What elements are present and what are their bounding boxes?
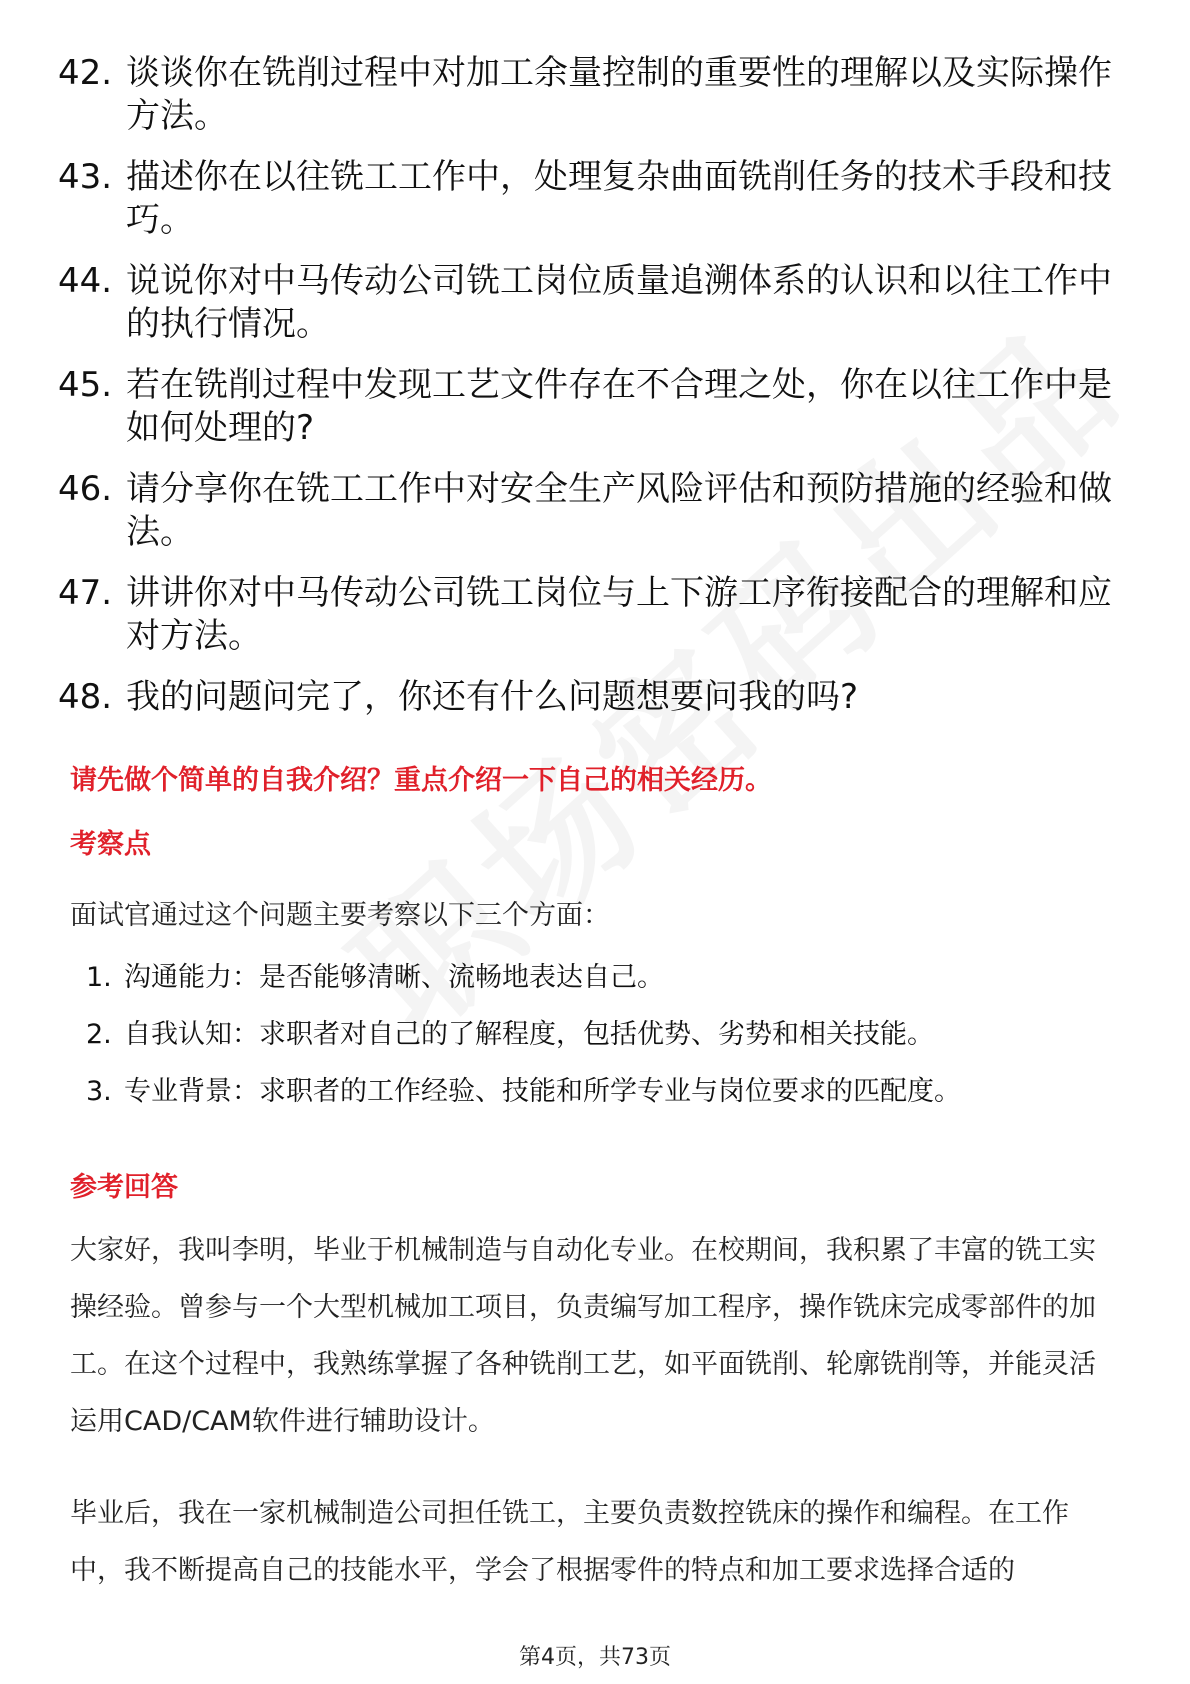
question-item: [58, 572, 1118, 658]
question-text: 讲讲你对中马传动公司铣工岗位与上下游工序衔接配合的理解和应对方法。: [126, 573, 1112, 656]
question-number: 45.: [58, 365, 113, 405]
question-item: [58, 468, 1118, 554]
list-item-text: 自我认知：求职者对自己的了解程度，包括优势、劣势和相关技能。: [124, 1019, 934, 1050]
question-text: 我的问题问完了，你还有什么问题想要问我的吗?: [126, 677, 859, 717]
list-item-number: 1.: [86, 962, 112, 993]
question-item: [58, 156, 1118, 242]
section-title-reference-answer: 参考回答: [70, 1172, 178, 1203]
section-title-assessment: 考察点: [70, 829, 151, 860]
list-item: [86, 1074, 961, 1110]
question-item: [58, 364, 1118, 450]
question-item: [58, 260, 1118, 346]
question-number: 42.: [58, 53, 113, 93]
question-list: [58, 52, 1118, 737]
question-text: 描述你在以往铣工工作中，处理复杂曲面铣削任务的技术手段和技巧。: [126, 157, 1112, 240]
question-number: 48.: [58, 677, 113, 717]
question-text: 谈谈你在铣削过程中对加工余量控制的重要性的理解以及实际操作方法。: [126, 53, 1112, 136]
question-text: 说说你对中马传动公司铣工岗位质量追溯体系的认识和以往工作中的执行情况。: [126, 261, 1112, 344]
list-item-text: 沟通能力：是否能够清晰、流畅地表达自己。: [124, 962, 664, 993]
question-number: 44.: [58, 261, 113, 301]
question-number: 46.: [58, 469, 113, 509]
question-number: 47.: [58, 573, 113, 613]
page-footer: 第4页，共73页: [519, 1645, 671, 1670]
question-item: [58, 676, 1118, 719]
question-headline: 请先做个简单的自我介绍？重点介绍一下自己的相关经历。: [70, 765, 772, 796]
answer-paragraph-1: 大家好，我叫李明，毕业于机械制造与自动化专业。在校期间，我积累了丰富的铣工实操经验。曾参与一个大型机械加工项目，负责编写加工程序，操作铣床完成零部件的加工。在这个过程中，我熟练掌握了各种铣削工艺，如平面铣削、轮廓铣削等，并能灵活运用CAD/CAM软件进行辅助设计。: [70, 1235, 1096, 1437]
question-number: 43.: [58, 157, 113, 197]
list-item: [86, 1017, 961, 1053]
list-item-number: 2.: [86, 1019, 112, 1050]
answer-paragraph-2: 毕业后，我在一家机械制造公司担任铣工，主要负责数控铣床的操作和编程。在工作中，我不断提高自己的技能水平，学会了根据零件的特点和加工要求选择合适的: [70, 1498, 1069, 1586]
question-text: 请分享你在铣工工作中对安全生产风险评估和预防措施的经验和做法。: [126, 469, 1112, 552]
intro-text: 面试官通过这个问题主要考察以下三个方面：: [70, 900, 610, 931]
list-item: [86, 960, 961, 996]
question-text: 若在铣削过程中发现工艺文件存在不合理之处，你在以往工作中是如何处理的?: [126, 365, 1112, 448]
list-item-number: 3.: [86, 1076, 112, 1107]
list-item-text: 专业背景：求职者的工作经验、技能和所学专业与岗位要求的匹配度。: [124, 1076, 961, 1107]
assessment-points: [86, 960, 961, 1131]
question-item: [58, 52, 1118, 138]
